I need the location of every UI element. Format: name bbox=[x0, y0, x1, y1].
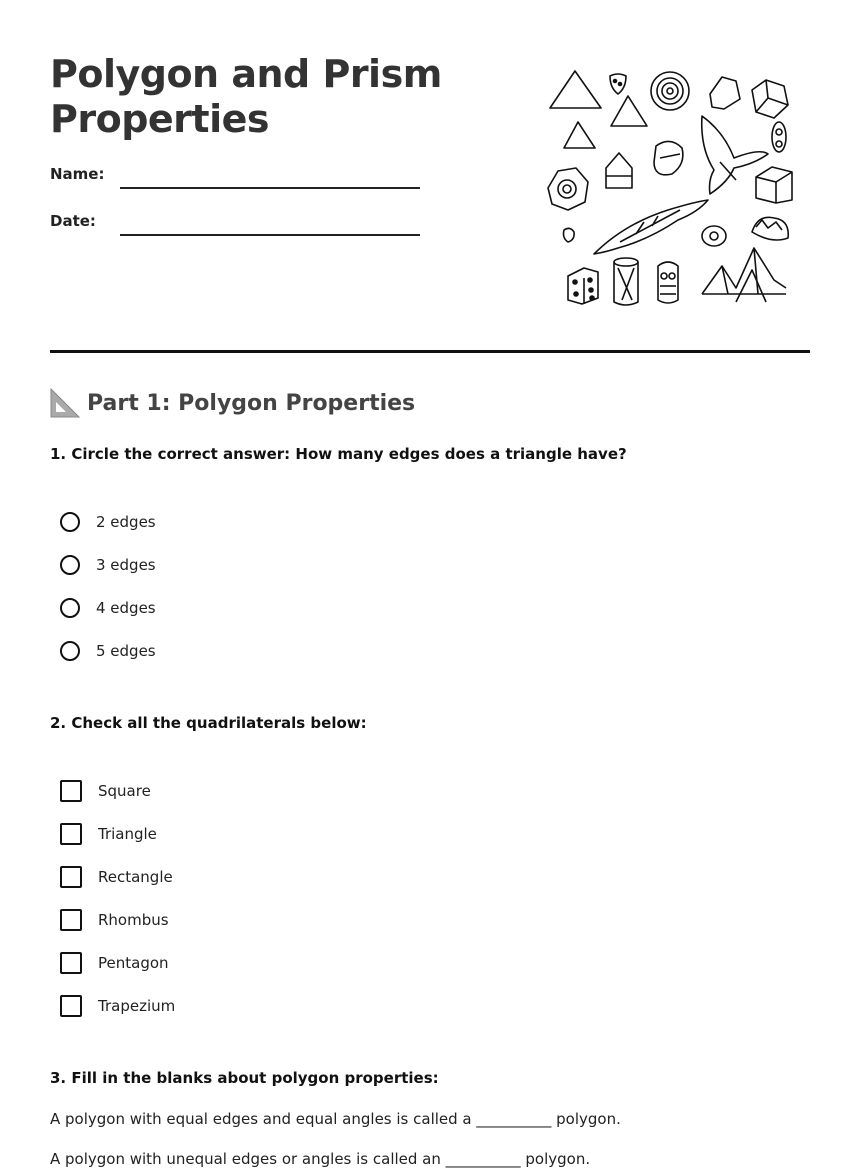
question-1: 1. Circle the correct answer: How many edges does a triangle have? bbox=[50, 445, 627, 463]
checkbox-box[interactable] bbox=[60, 909, 82, 931]
set-square-icon bbox=[50, 388, 80, 418]
checkbox-box[interactable] bbox=[60, 823, 82, 845]
question-3: 3. Fill in the blanks about polygon properties: bbox=[50, 1069, 439, 1087]
radio-circle[interactable] bbox=[60, 641, 80, 661]
question-2: 2. Check all the quadrilaterals below: bbox=[50, 714, 367, 732]
option-2-edges[interactable] bbox=[60, 512, 156, 532]
option-label: 4 edges bbox=[96, 599, 156, 617]
date-field[interactable] bbox=[120, 234, 420, 236]
checkbox-box[interactable] bbox=[60, 866, 82, 888]
part1-heading bbox=[50, 388, 415, 418]
checkbox-label: Rectangle bbox=[98, 868, 173, 886]
checkbox-trapezium[interactable] bbox=[60, 995, 175, 1017]
polygon-prism-illustration bbox=[540, 62, 800, 310]
name-label: Name: bbox=[50, 165, 105, 183]
checkbox-box[interactable] bbox=[60, 995, 82, 1017]
date-label: Date: bbox=[50, 212, 96, 230]
option-label: 5 edges bbox=[96, 642, 156, 660]
checkbox-rhombus[interactable] bbox=[60, 909, 169, 931]
fill-blank-sentence[interactable]: A polygon with equal edges and equal angles is called a __________ polygon. bbox=[50, 1110, 621, 1128]
option-label: 2 edges bbox=[96, 513, 156, 531]
checkbox-triangle[interactable] bbox=[60, 823, 157, 845]
checkbox-label: Rhombus bbox=[98, 911, 169, 929]
checkbox-box[interactable] bbox=[60, 780, 82, 802]
checkbox-label: Triangle bbox=[98, 825, 157, 843]
checkbox-label: Trapezium bbox=[98, 997, 176, 1015]
fill-blank-sentence[interactable]: A polygon with unequal edges or angles is called an __________ polygon. bbox=[50, 1150, 591, 1168]
checkbox-rectangle[interactable] bbox=[60, 866, 173, 888]
header-divider bbox=[50, 350, 810, 353]
checkbox-pentagon[interactable] bbox=[60, 952, 169, 974]
radio-circle[interactable] bbox=[60, 598, 80, 618]
checkbox-label: Square bbox=[98, 782, 151, 800]
checkbox-square[interactable] bbox=[60, 780, 151, 802]
option-3-edges[interactable] bbox=[60, 555, 156, 575]
option-4-edges[interactable] bbox=[60, 598, 156, 618]
checkbox-box[interactable] bbox=[60, 952, 82, 974]
worksheet-title: Polygon and Prism Properties bbox=[50, 52, 442, 141]
option-label: 3 edges bbox=[96, 556, 156, 574]
checkbox-label: Pentagon bbox=[98, 954, 169, 972]
option-5-edges[interactable] bbox=[60, 641, 156, 661]
name-field[interactable] bbox=[120, 187, 420, 189]
radio-circle[interactable] bbox=[60, 512, 80, 532]
part1-title: Part 1: Polygon Properties bbox=[87, 390, 416, 416]
radio-circle[interactable] bbox=[60, 555, 80, 575]
